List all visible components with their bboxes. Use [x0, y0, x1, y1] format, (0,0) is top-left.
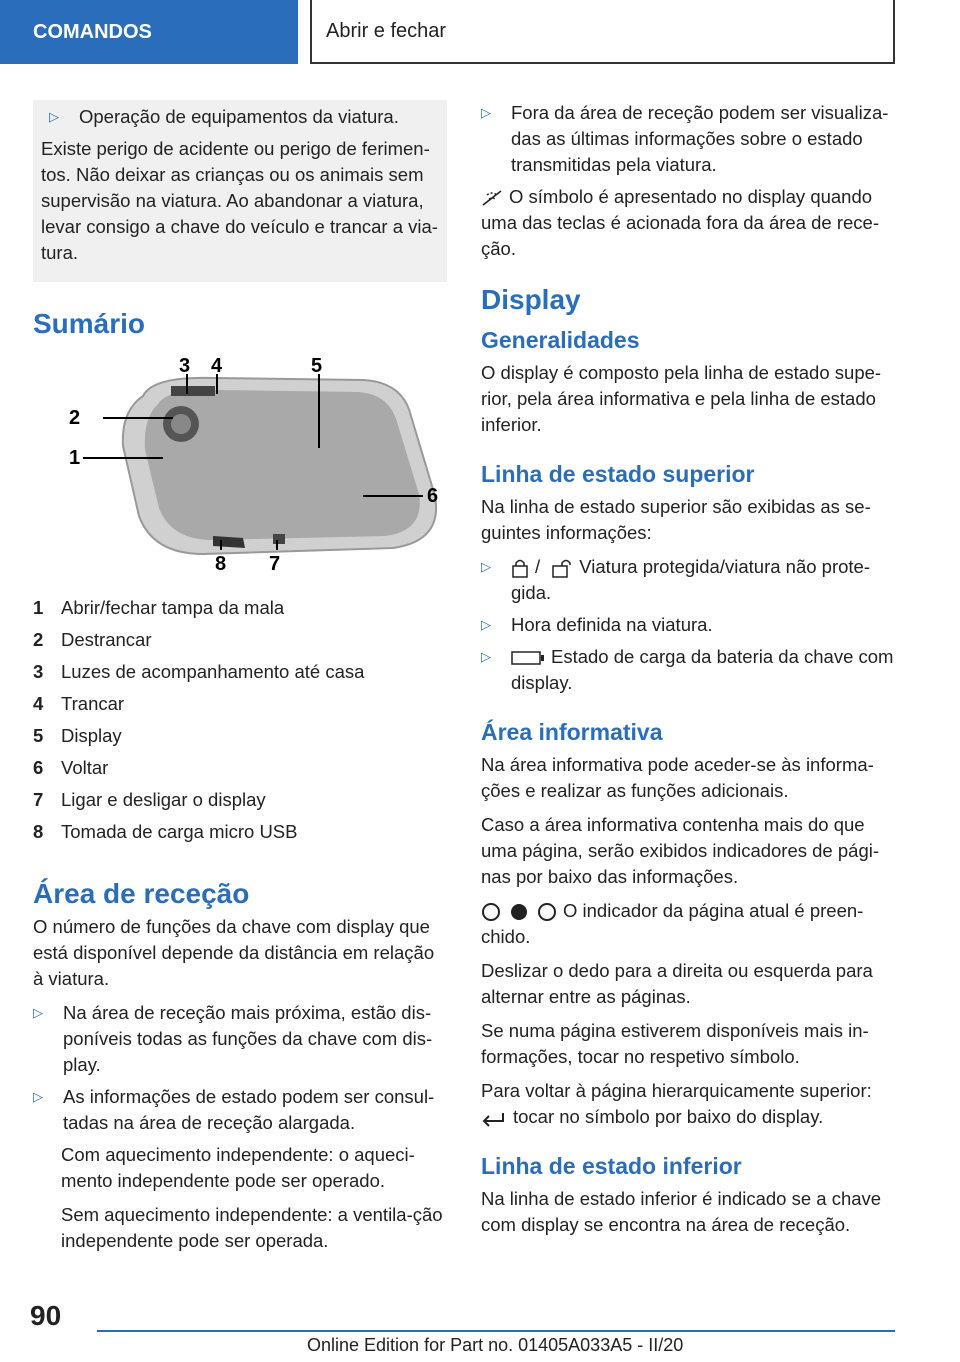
general-heading: Generalidades [481, 327, 640, 353]
legend-item: 3 Luzes de acompanhamento até casa [33, 661, 365, 682]
legend-item: 4 Trancar [33, 693, 125, 714]
back-arrow-icon [481, 1109, 507, 1127]
info-text: Deslizar o dedo para a direita ou esquerda para alternar entre as páginas. [481, 960, 873, 1007]
upper-status-text: Na linha de estado superior são exibidas as se-guintes informações: [481, 496, 871, 543]
legend-item: 1 Abrir/fechar tampa da mala [33, 597, 285, 618]
lock-open-icon [551, 558, 573, 578]
legend-item: 6 Voltar [33, 757, 109, 778]
triangle-bullet-icon: ▷ [481, 649, 491, 664]
callout-7: 7 [269, 553, 281, 575]
list-item: ▷ Fora da área de receção podem ser visualiza-das as últimas informações sobre o estado transmitidas pela viatura. [481, 100, 895, 178]
page-indicator-dots-icon [481, 902, 557, 922]
page-number: 90 [30, 1300, 62, 1331]
callout-3: 3 [179, 356, 191, 377]
info-text: Se numa página estiverem disponíveis mais in-formações, tocar no respetivo símbolo. [481, 1020, 869, 1067]
symbol-paragraph: O símbolo é apresentado no display quando uma das teclas é acionada fora da área de rece-ção. [481, 186, 879, 259]
display-heading: Display [481, 284, 581, 315]
triangle-bullet-icon: ▷ [481, 105, 491, 120]
callout-4: 4 [211, 356, 223, 377]
warning-text: Existe perigo de acidente ou perigo de ferimen-tos. Não deixar as crianças ou os animais sem supervisão na viatura. Ao abandonar a viatura, levar consigo a chave do veículo e trancar a via-tura. [41, 138, 438, 263]
summary-heading: Sumário [33, 308, 146, 339]
triangle-bullet-icon: ▷ [481, 617, 491, 632]
footer-divider [97, 1330, 895, 1332]
triangle-bullet-icon: ▷ [33, 1089, 43, 1104]
battery-icon [511, 650, 545, 666]
info-text: Para voltar à página hierarquicamente superior: [481, 1080, 872, 1101]
callout-5: 5 [311, 356, 323, 377]
list-item: ▷ As informações de estado podem ser consul-tadas na área de receção alargada. [33, 1084, 447, 1136]
list-item: ▷ Na área de receção mais próxima, estão dis-poníveis todas as funções da chave com dis-play. [33, 1000, 447, 1078]
triangle-bullet-icon: ▷ [481, 559, 491, 574]
legend-item: 8 Tomada de carga micro USB [33, 821, 298, 842]
warning-box [33, 100, 447, 282]
display-key-illustration [63, 356, 443, 576]
info-text: Na área informativa pode aceder-se às informa-ções e realizar as funções adicionais. [481, 754, 874, 801]
legend-list [33, 592, 447, 848]
lower-status-text: Na linha de estado inferior é indicado se a chave com display se encontra na área de receção. [481, 1188, 882, 1235]
list-item: ▷ Hora definida na viatura. [481, 612, 895, 638]
legend-item: 7 Ligar e desligar o display [33, 789, 266, 810]
warning-bullet: Operação de equipamentos da viatura. [79, 106, 399, 127]
left-column [33, 100, 447, 1262]
info-text: Caso a área informativa contenha mais do que uma página, serão exibidos indicadores de pági-nas por baixo das informações. [481, 814, 880, 887]
out-of-range-icon [481, 189, 503, 207]
triangle-bullet-icon: ▷ [49, 109, 59, 124]
legend-item: 2 Destrancar [33, 629, 152, 650]
page-indicator-paragraph: O indicador da página atual é preen-chido. [481, 900, 864, 947]
lock-closed-icon [511, 558, 529, 578]
right-column [481, 100, 895, 1246]
reception-text: O número de funções da chave com display que está disponível depende da distância em relação à viatura. [33, 916, 435, 989]
sub-text: Sem aquecimento independente: a ventila-ção independente pode ser operada. [61, 1204, 443, 1251]
sub-text: Com aquecimento independente: o aqueci-mento independente pode ser operado. [61, 1144, 415, 1191]
general-text: O display é composto pela linha de estado supe-rior, pela área informativa e pela linha de estado inferior. [481, 362, 882, 435]
callout-1: 1 [69, 447, 81, 469]
section-tab [0, 0, 298, 64]
chapter-title: Abrir e fechar [326, 19, 447, 42]
info-area-heading: Área informativa [481, 719, 663, 745]
section-label: COMANDOS [33, 20, 152, 43]
reception-heading: Área de receção [33, 878, 250, 909]
list-item: ▷ / Viatura protegida/viatura não prote-gida. [481, 554, 895, 606]
triangle-bullet-icon: ▷ [33, 1005, 43, 1020]
back-symbol-paragraph: tocar no símbolo por baixo do display. [481, 1104, 895, 1130]
lower-status-heading: Linha de estado inferior [481, 1153, 742, 1179]
upper-status-heading: Linha de estado superior [481, 461, 755, 487]
callout-8: 8 [215, 553, 227, 575]
callout-2: 2 [69, 407, 81, 429]
list-item: ▷ Estado de carga da bateria da chave com display. [481, 644, 895, 696]
icon-separator: / [535, 556, 541, 577]
callout-6: 6 [427, 485, 439, 507]
legend-item: 5 Display [33, 725, 122, 746]
edition-footer: Online Edition for Part no. 01405A033A5 - II/20 [307, 1335, 684, 1355]
key-figure [63, 356, 443, 576]
page-header-title [310, 0, 895, 64]
